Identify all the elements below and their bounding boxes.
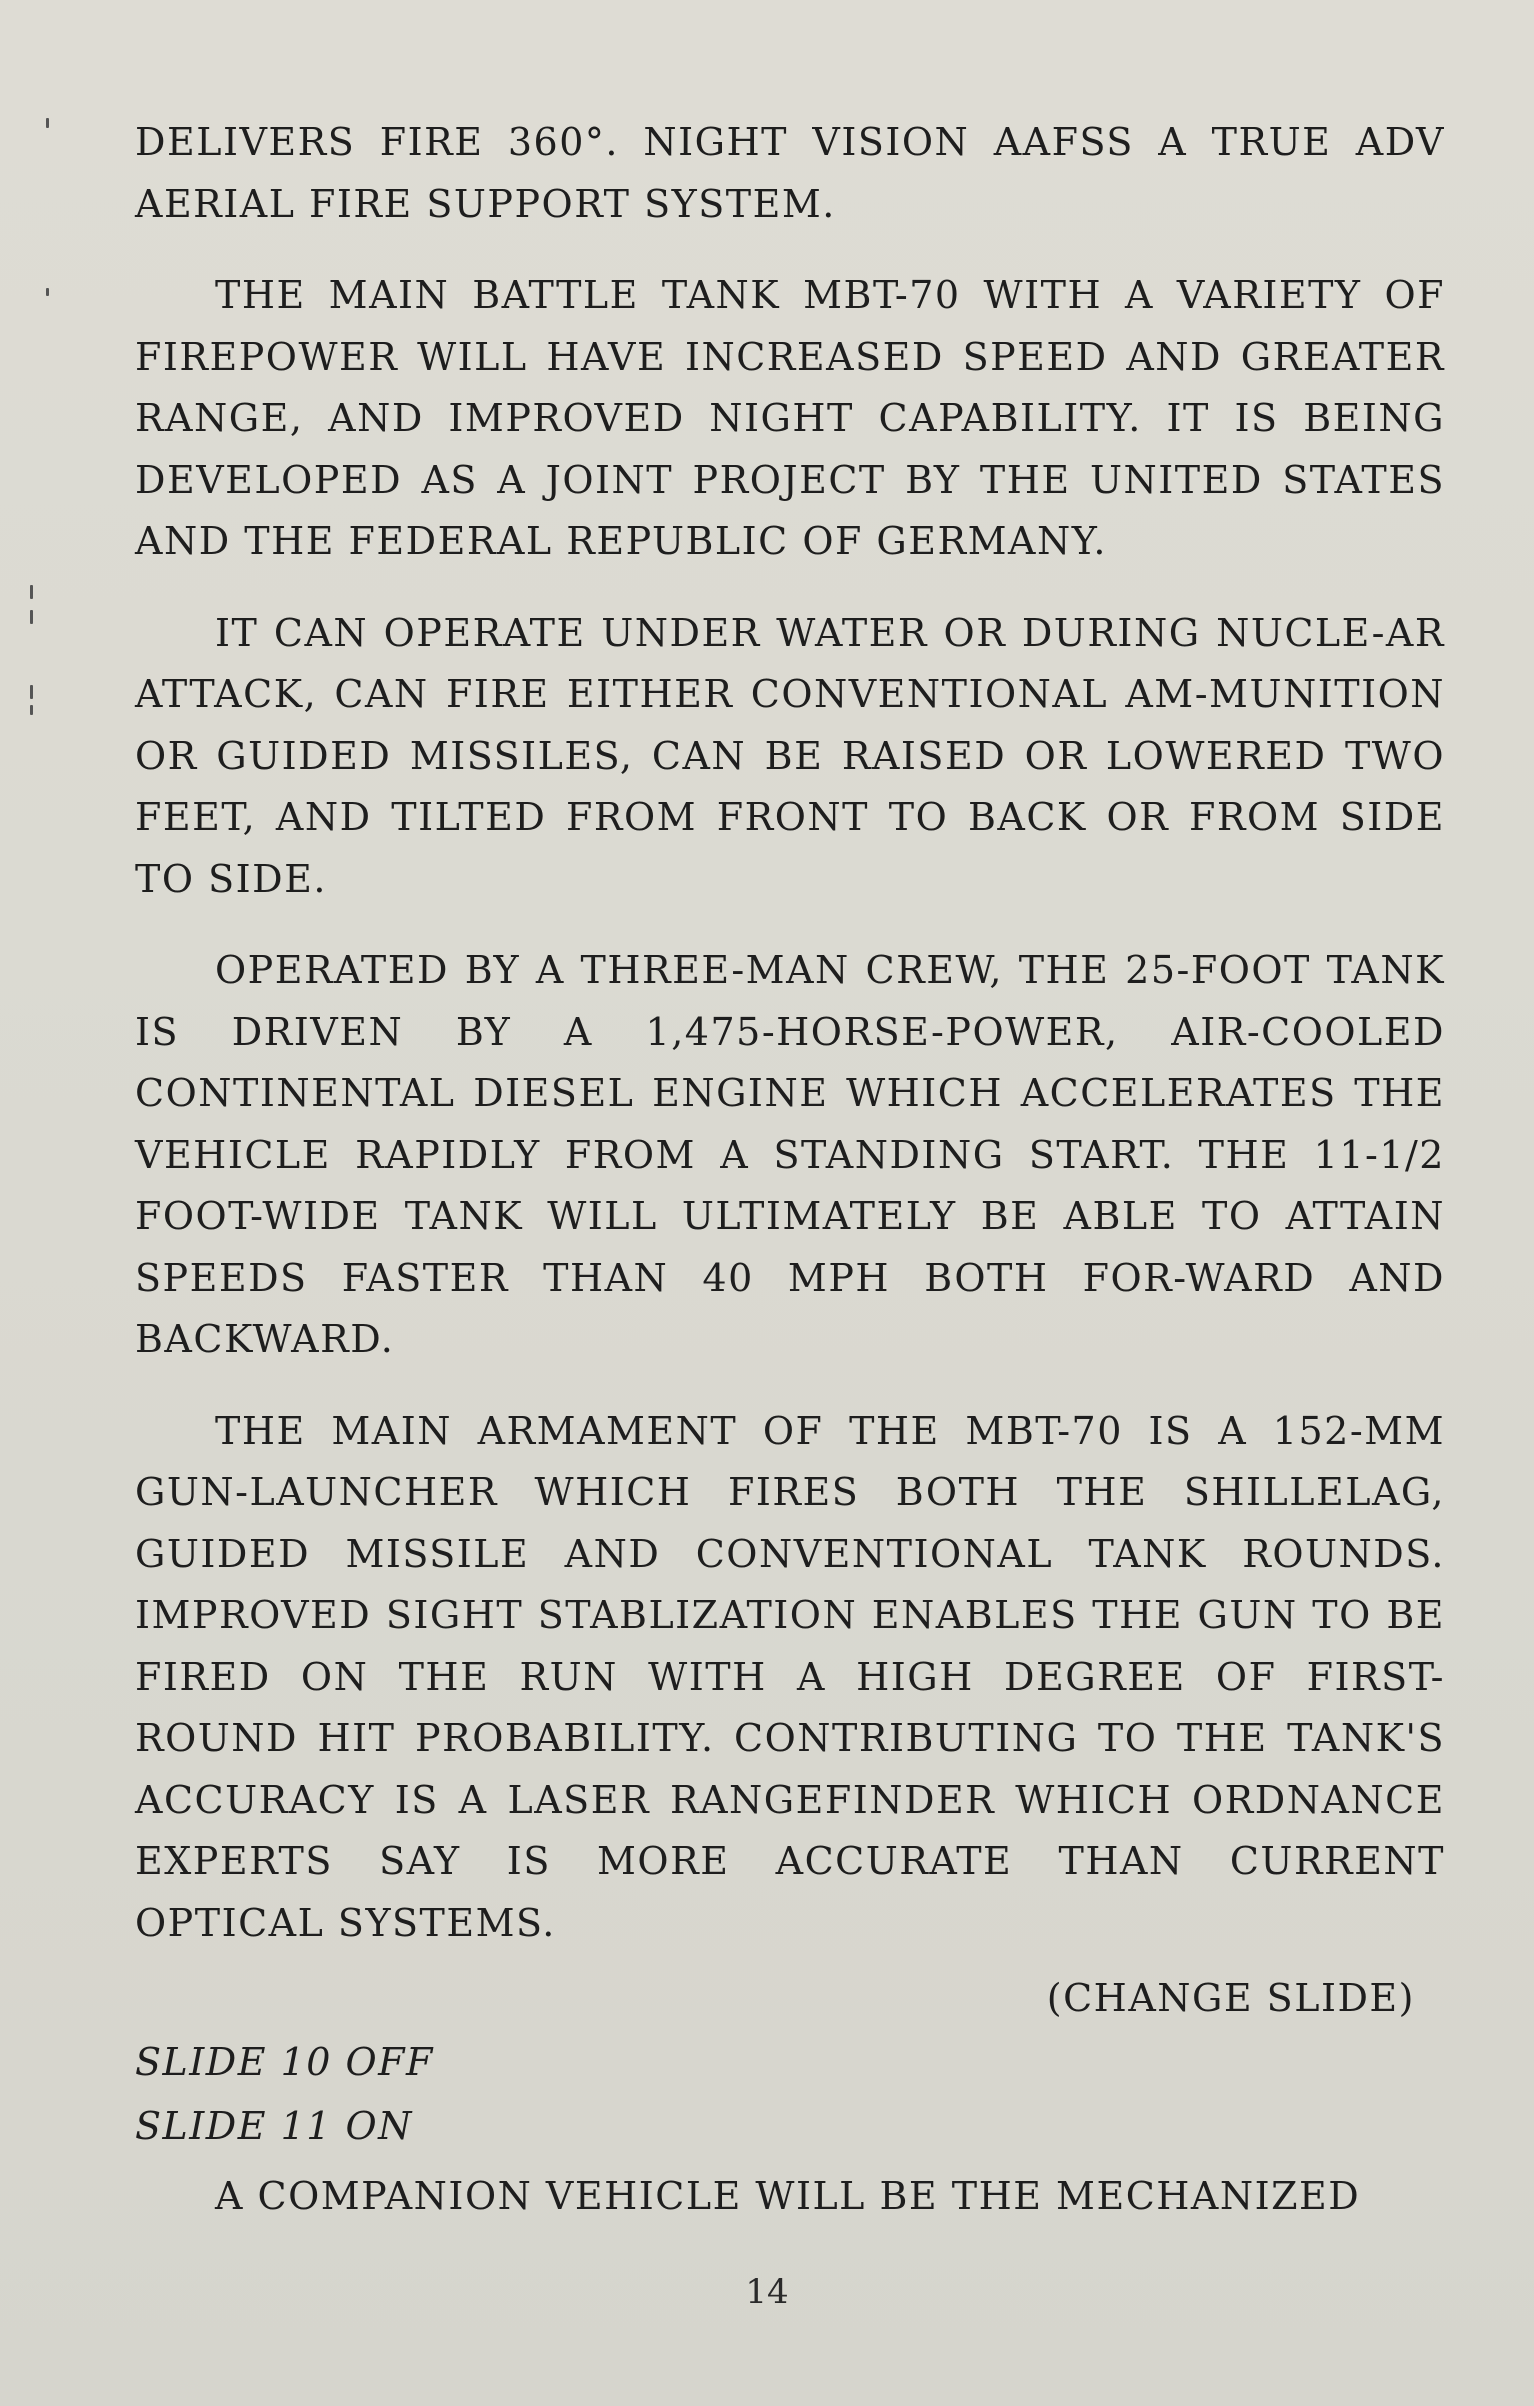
margin-speck [46, 118, 49, 128]
paragraph: THE MAIN ARMAMENT OF THE MBT-70 IS A 152-MM GUN-LAUNCHER WHICH FIRES BOTH THE SHILLELAG, GUIDED MISSILE AND CONVENTIONAL TANK ROUNDS. IMPROVED SIGHT STABLIZATION ENABLES THE GUN TO BE FIRED ON THE RUN WITH A HIGH DEGREE OF FIRST-ROUND HIT PROBABILITY. CONTRIBUTING TO THE TANK'S ACCURACY IS A LASER RANGEFINDER WHICH ORDNANCE EXPERTS SAY IS MORE ACCURATE THAN CURRENT OPTICAL SYSTEMS. [135, 1408, 1445, 1945]
margin-speck [30, 685, 33, 699]
slide-on-cue: SLIDE 11 ON [135, 2103, 413, 2148]
margin-speck [46, 288, 49, 296]
body-text [135, 112, 1445, 2257]
page-number: 14 [745, 2272, 789, 2312]
margin-speck [30, 610, 33, 624]
change-slide-cue: (CHANGE SLIDE) [1046, 1976, 1415, 2020]
paragraph: DELIVERS FIRE 360°. NIGHT VISION AAFSS A TRUE ADV AERIAL FIRE SUPPORT SYSTEM. [135, 120, 1445, 226]
paragraph: IT CAN OPERATE UNDER WATER OR DURING NUCLE-AR ATTACK, CAN FIRE EITHER CONVENTIONAL AM-MUNITION OR GUIDED MISSILES, CAN BE RAISED OR LOWERED TWO FEET, AND TILTED FROM FRONT TO BACK OR FROM SIDE TO SIDE. [135, 610, 1445, 901]
paragraph: THE MAIN BATTLE TANK MBT-70 WITH A VARIETY OF FIREPOWER WILL HAVE INCREASED SPEED AND GREATER RANGE, AND IMPROVED NIGHT CAPABILITY. IT IS BEING DEVELOPED AS A JOINT PROJECT BY THE UNITED STATES AND THE FEDERAL REPUBLIC OF GERMANY. [135, 273, 1445, 563]
paragraph-continued: A COMPANION VEHICLE WILL BE THE MECHANIZED [215, 2173, 1361, 2218]
margin-speck [30, 585, 33, 599]
margin-speck [30, 705, 33, 715]
slide-off-cue: SLIDE 10 OFF [135, 2039, 434, 2084]
paragraph: OPERATED BY A THREE-MAN CREW, THE 25-FOOT TANK IS DRIVEN BY A 1,475-HORSE-POWER, AIR-COOLED CONTINENTAL DIESEL ENGINE WHICH ACCELERATES THE VEHICLE RAPIDLY FROM A STANDING START. THE 11-1/2 FOOT-WIDE TANK WILL ULTIMATELY BE ABLE TO ATTAIN SPEEDS FASTER THAN 40 MPH BOTH FOR-WARD AND BACKWARD. [135, 948, 1445, 1361]
